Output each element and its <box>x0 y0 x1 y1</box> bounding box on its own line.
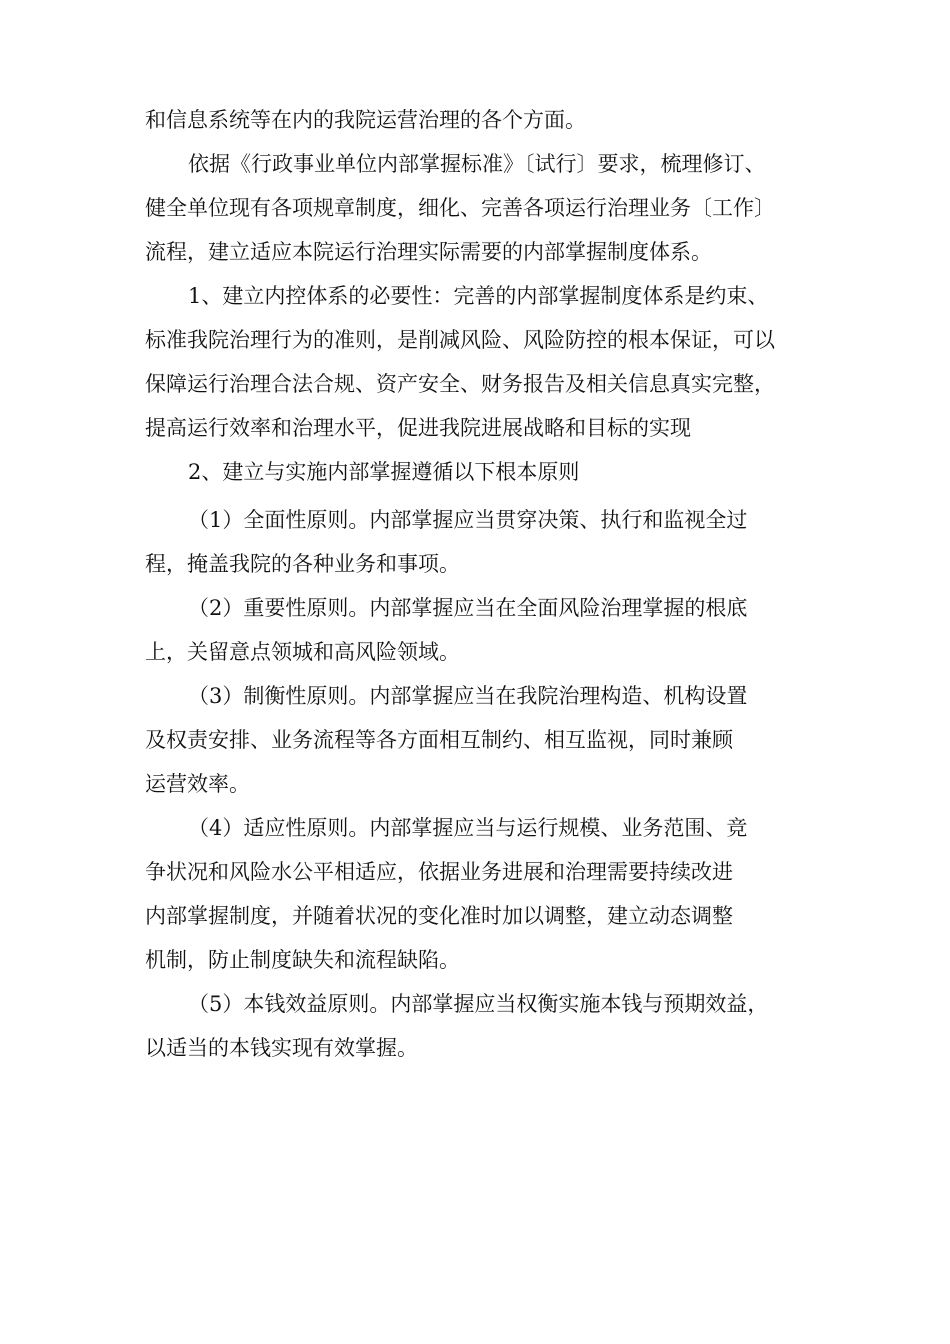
text-line: 机制，防止制度缺失和流程缺陷。 <box>145 948 460 972</box>
text-line: 提高运行效率和治理水平，促进我院进展战略和目标的实现 <box>145 416 691 440</box>
text-line: 健全单位现有各项规章制度，细化、完善各项运行治理业务〔工作〕 <box>145 196 775 220</box>
text-line: （5）本钱效益原则。内部掌握应当权衡实施本钱与预期效益， <box>188 992 769 1016</box>
text-line: 内部掌握制度，并随着状况的变化准时加以调整，建立动态调整 <box>145 904 733 928</box>
text-line: （1）全面性原则。内部掌握应当贯穿决策、执行和监视全过 <box>188 508 748 532</box>
text-line: 依据《行政事业单位内部掌握标准》〔试行〕要求，梳理修订、 <box>188 152 766 176</box>
text-line: 争状况和风险水公平相适应，依据业务进展和治理需要持续改进 <box>145 860 733 884</box>
text-line: （4）适应性原则。内部掌握应当与运行规模、业务范围、竞 <box>188 816 748 840</box>
text-line: 和信息系统等在内的我院运营治理的各个方面。 <box>145 108 586 132</box>
text-line: 标准我院治理行为的准则，是削减风险、风险防控的根本保证，可以 <box>145 328 775 352</box>
text-line: 流程，建立适应本院运行治理实际需要的内部掌握制度体系。 <box>145 240 712 264</box>
text-line: 上，关留意点领城和高风险领域。 <box>145 640 460 664</box>
text-line: 2、建立与实施内部掌握遵循以下根本原则 <box>188 460 580 484</box>
text-line: 以适当的本钱实现有效掌握。 <box>145 1036 418 1060</box>
text-line: 程，掩盖我院的各种业务和事项。 <box>145 552 460 576</box>
text-line: 运营效率。 <box>145 772 250 796</box>
text-line: （2）重要性原则。内部掌握应当在全面风险治理掌握的根底 <box>188 596 748 620</box>
text-line: 保障运行治理合法合规、资产安全、财务报告及相关信息真实完整， <box>145 372 775 396</box>
text-line: 及权责安排、业务流程等各方面相互制约、相互监视，同时兼顾 <box>145 728 733 752</box>
text-line: （3）制衡性原则。内部掌握应当在我院治理构造、机构设置 <box>188 684 748 708</box>
text-line: 1、建立内控体系的必要性：完善的内部掌握制度体系是约束、 <box>188 284 769 308</box>
